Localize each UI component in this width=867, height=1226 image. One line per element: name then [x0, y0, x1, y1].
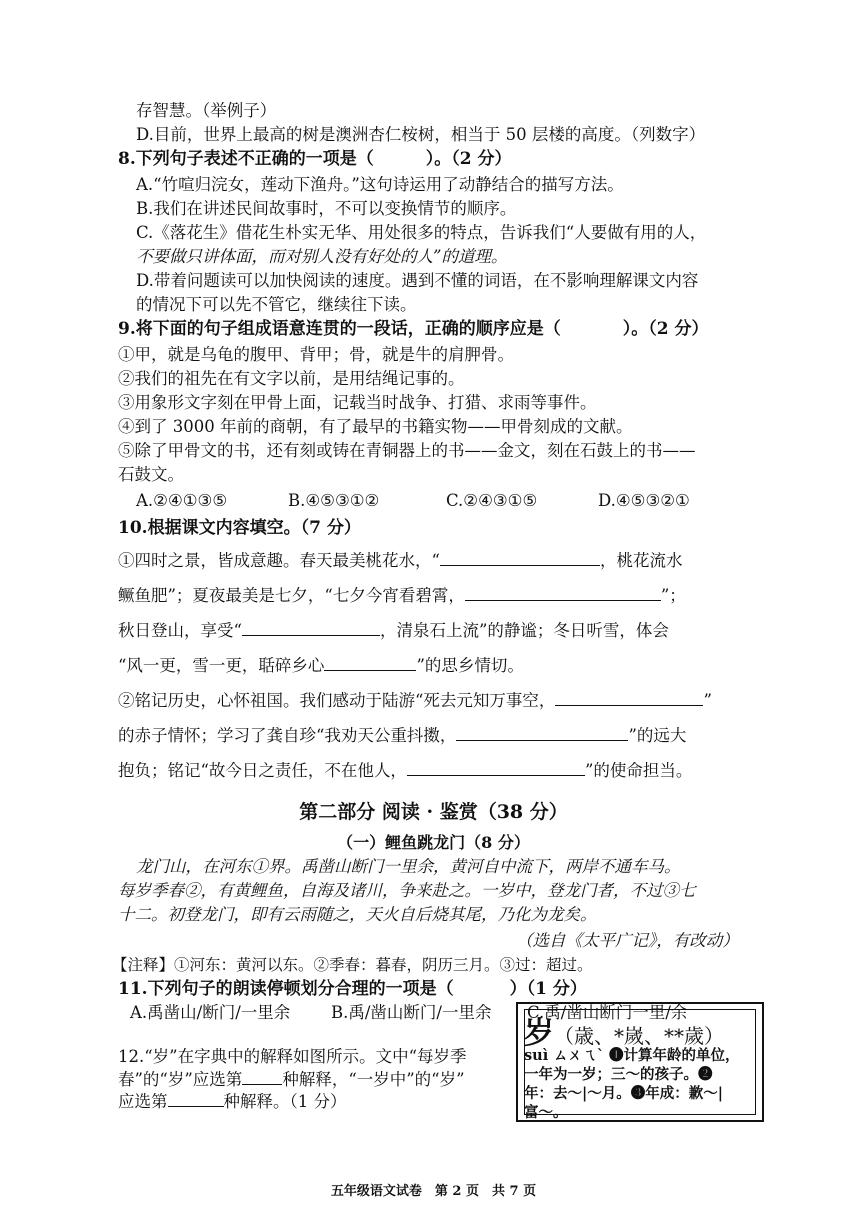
dictionary-line-1: suì ㄙㄨㄟˋ ❶计算年龄的单位，: [524, 1047, 740, 1064]
q11-option-c: C.禹/凿山断门一里/余: [527, 1003, 688, 1022]
q8-option-d-line2: 的情况下可以先不管它，继续往下读。: [136, 295, 417, 314]
q9-sentence-5-line1: ⑤除了甲骨文的书，还有刻或铸在青铜器上的书——金文，刻在石鼓上的书——: [118, 441, 696, 460]
q10-row-3-text-a: 秋日登山，享受“: [118, 621, 242, 640]
q10-row-5-text-a: ②铭记历史，心怀祖国。我们感动于陆游“死去元知万事空，: [118, 691, 556, 710]
passage-source: （选自《太平广记》，有改动）: [516, 931, 739, 950]
q10-row-3: [118, 619, 669, 642]
q8-option-b: B.我们在讲述民间故事时，不可以变换情节的顺序。: [136, 199, 517, 218]
passage-notes: 【注释】①河东：黄河以东。②季春：暮春，阴历三月。③过：超过。: [112, 956, 593, 974]
q9-sentence-1: ①甲，就是乌龟的腹甲、背甲；骨，就是牛的肩胛骨。: [118, 345, 514, 364]
q10-row-4-text-b: ”的思乡情切。: [416, 656, 524, 675]
q8-stem: [118, 148, 512, 170]
q8-option-d-line1: D.带着问题读可以加快阅读的速度。遇到不懂的词语，在不影响理解课文内容: [136, 271, 699, 290]
dictionary-line-4: 富～。: [524, 1104, 568, 1121]
q10-blank-1[interactable]: [440, 549, 600, 566]
q10-row-7: [118, 759, 692, 782]
q9-stem-text: 9.将下面的句子组成语意连贯的一段话，正确的顺序应是（: [118, 319, 561, 339]
q10-row-3-text-b: ，清泉石上流”的静谧；冬日听雪，体会: [379, 621, 669, 640]
q9-option-c: C.②④③①⑤: [446, 491, 538, 510]
q10-row-1: [118, 549, 682, 572]
dictionary-line-3: 年：去～|～月。❸年成：歉～|: [524, 1085, 724, 1102]
dictionary-line-2: 一年为一岁；三～的孩子。❷: [524, 1066, 713, 1083]
passage-line-2: 每岁季春②，有黄鲤鱼，自海及诸川，争来赴之。一岁中，登龙门者，不过③七: [118, 881, 696, 900]
q10-blank-5[interactable]: [555, 689, 703, 706]
dictionary-entry-box: [516, 1002, 764, 1122]
q9-sentence-3: ③用象形文字刻在甲骨上面，记载当时战争、打猎、求雨等事件。: [118, 393, 597, 412]
q8-option-c-line2: 不要做只讲体面，而对别人没有好处的人”的道理。: [136, 247, 508, 266]
prev-option-d: D.目前，世界上最高的树是澳洲杏仁桉树，相当于 50 层楼的高度。（列数字）: [136, 125, 706, 144]
q12-line-1: 12.“岁”在字典中的解释如图所示。文中“每岁季: [118, 1047, 467, 1066]
q9-sentence-2: ②我们的祖先在有文字以前，是用结绳记事的。: [118, 369, 465, 388]
passage-line-1: 龙门山，在河东①界。禹凿山断门一里余，黄河自中流下，两岸不通车马。: [136, 857, 681, 876]
q9-option-b: B.④⑤③①②: [288, 491, 380, 510]
q10-blank-2[interactable]: [465, 584, 661, 601]
q10-row-2: [118, 584, 686, 607]
q10-row-6: [118, 724, 686, 747]
q10-blank-7[interactable]: [407, 759, 585, 776]
q11-stem-text: 11.下列句子的朗读停顿划分合理的一项是（: [118, 979, 454, 999]
q11-option-a: A.禹凿山/断门/一里余: [130, 1003, 291, 1022]
q10-row-2-text-b: ”；: [660, 586, 686, 605]
passage-line-3: 十二。初登龙门，即有云雨随之，天火自后烧其尾，乃化为龙矣。: [118, 905, 597, 924]
q12-line-3-text-b: 种解释。（1 分）: [223, 1092, 347, 1111]
passage-title: （一）鲤鱼跳龙门（8 分）: [337, 833, 530, 852]
q11-stem: [118, 978, 587, 1000]
q9-stem: [118, 318, 709, 340]
page-footer: 五年级语文试卷 第 2 页 共 7 页: [330, 1184, 537, 1199]
q10-row-7-text-a: 抱负；铭记“故今日之责任，不在他人，: [118, 761, 407, 780]
q10-blank-3[interactable]: [242, 619, 380, 636]
q10-blank-4[interactable]: [324, 654, 416, 671]
q9-sentence-5-line2: 石鼓文。: [118, 465, 184, 484]
q12-blank-2[interactable]: [168, 1090, 224, 1107]
q8-option-a: A.“竹喧归浣女，莲动下渔舟。”这句诗运用了动静结合的描写方法。: [136, 175, 624, 194]
q10-stem: 10.根据课文内容填空。（7 分）: [118, 518, 361, 538]
q10-row-1-text-a: ①四时之景，皆成意趣。春天最美桃花水，“: [118, 551, 440, 570]
dictionary-character: 岁: [524, 1016, 554, 1051]
q10-row-4: [118, 654, 524, 677]
q10-blank-6[interactable]: [456, 724, 628, 741]
prev-option-c-tail: 存智慧。（举例子）: [136, 101, 277, 120]
q10-row-5: [118, 689, 712, 712]
q12-line-2-text-b: 种解释，“一岁中”的“岁”: [282, 1070, 465, 1089]
q12-line-2: [118, 1068, 465, 1091]
q9-stem-end: ）。（2 分）: [622, 319, 709, 339]
q9-option-a: A.②④①③⑤: [136, 491, 228, 510]
part2-title: 第二部分 阅读 · 鉴赏（38 分）: [299, 801, 568, 823]
q10-row-6-text-b: ”的远大: [628, 726, 687, 745]
q8-stem-text: 8.下列句子表述不正确的一项是（: [118, 149, 374, 169]
q10-row-7-text-b: ”的使命担当。: [584, 761, 693, 780]
q11-option-b: B.禹/凿山断门/一里余: [331, 1003, 492, 1022]
q8-stem-end: ）。（2 分）: [425, 149, 512, 169]
q10-row-1-text-b: ，桃花流水: [599, 551, 683, 570]
q11-stem-end: ）（1 分）: [509, 979, 587, 999]
q9-sentence-4: ④到了 3000 年前的商朝，有了最早的书籍实物——甲骨刻成的文献。: [118, 417, 633, 436]
q10-row-5-text-b: ”: [703, 691, 712, 710]
q12-line-3-text-a: 应选第: [118, 1092, 168, 1111]
q8-option-c-line1: C.《落花生》借花生朴实无华、用处很多的特点，告诉我们“人要做有用的人，: [136, 223, 707, 242]
dictionary-variants: （歳、*嵗、**歲）: [554, 1024, 724, 1048]
q10-row-4-text-a: “风一更，雪一更，聒碎乡心: [118, 656, 325, 675]
q9-option-d: D.④⑤③②①: [598, 491, 690, 510]
q10-row-6-text-a: 的赤子情怀；学习了龚自珍“我劝天公重抖擞，: [118, 726, 457, 745]
q12-line-3: [118, 1090, 347, 1113]
q10-row-2-text-a: 鳜鱼肥”；夏夜最美是七夕，“七夕今宵看碧霄，: [118, 586, 465, 605]
q12-line-2-text-a: 春”的“岁”应选第: [118, 1070, 243, 1089]
q12-blank-1[interactable]: [242, 1068, 282, 1085]
